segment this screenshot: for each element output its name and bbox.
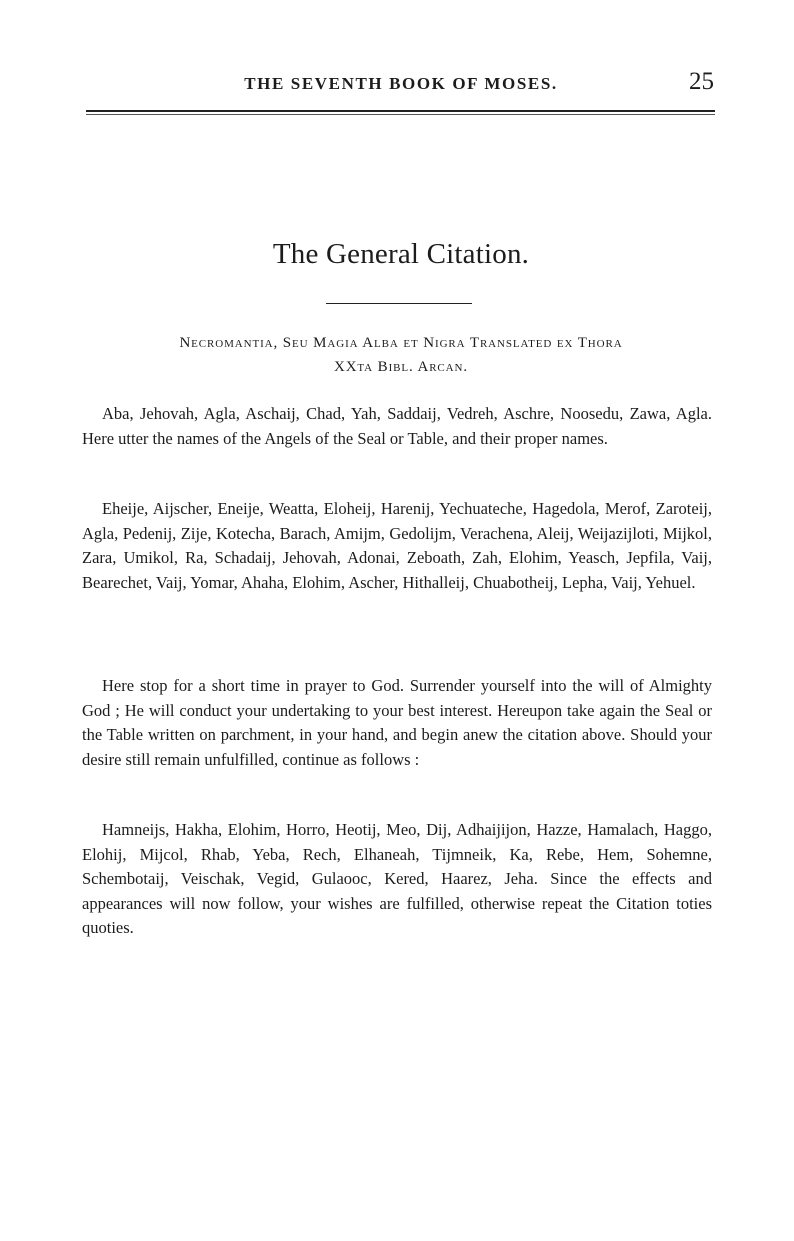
paragraph-3: Here stop for a short time in prayer to God. Surrender yourself into the will of Almighty God ; He will conduct your undertaking to your best interest. Hereupon take again the Seal or the Table written on parchment, in your hand, and begin anew the citation above. Should your desire still remain unfulfilled, continue as follows :	[82, 676, 712, 769]
running-head	[86, 68, 716, 102]
subtitle-line-1: Necromantia, Seu Magia Alba et Nigra Translated ex Thora	[179, 335, 623, 351]
title-divider	[326, 303, 472, 304]
page-number: 25	[689, 68, 714, 95]
chapter-subtitle	[86, 331, 716, 379]
subtitle-line-2: XXta Bibl. Arcan.	[333, 359, 469, 375]
running-title: THE SEVENTH BOOK OF MOSES.	[244, 74, 558, 93]
chapter-title: The General Citation.	[272, 238, 530, 270]
header-rule-secondary	[86, 114, 715, 115]
paragraph-2: Eheije, Aijscher, Eneije, Weatta, Eloheij, Harenij, Yechuateche, Hagedola, Merof, Zaroteij, Agla, Pedenij, Zije, Kotecha, Barach, Amijm, Gedolijm, Verachena, Aleij, Weijazijloti, Mijkol, Zara, Umikol, Ra, Schadaij, Jehovah, Adonai, Zeboath, Zah, Elohim, Yeasch, Jepfila, Vaij, Bearechet, Vaij, Yomar, Ahaha, Elohim, Ascher, Hithalleij, Chuabotheij, Lepha, Vaij, Yehuel.	[82, 499, 712, 592]
paragraph-4: Hamneijs, Hakha, Elohim, Horro, Heotij, Meo, Dij, Adhaijijon, Hazze, Hamalach, Haggo, Elohij, Mijcol, Rhab, Yeba, Rech, Elhaneah, Tijmneik, Ka, Rebe, Hem, Sohemne, Schembotaij, Veischak, Vegid, Gulaooc, Kered, Haarez, Jeha. Since the effects and appearances will now follow, your wishes are fulfilled, otherwise repeat the Citation toties quoties.	[82, 820, 712, 938]
paragraph-1: Aba, Jehovah, Agla, Aschaij, Chad, Yah, Saddaij, Vedreh, Aschre, Noosedu, Zawa, Agla. Here utter the names of the Angels of the Seal or Table, and their proper names.	[82, 404, 712, 448]
header-rule	[86, 110, 715, 112]
